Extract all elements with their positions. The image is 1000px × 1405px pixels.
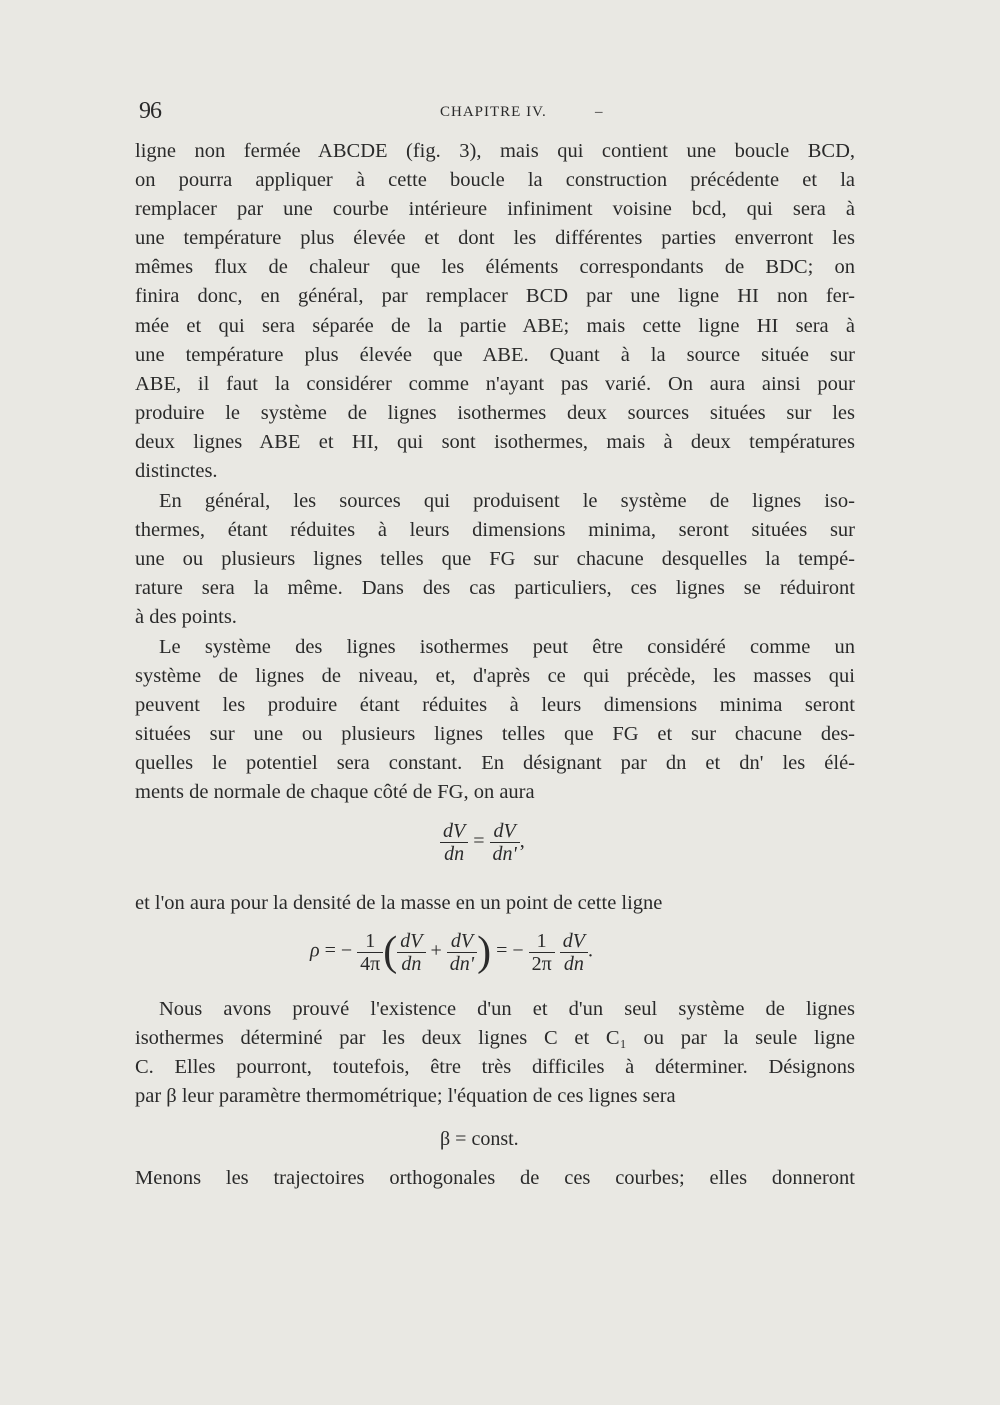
text-line: ABE, il faut la considérer comme n'ayant pas varié. On aura ainsi pour [135,372,855,395]
text-line: une température plus élevée que ABE. Quant à la source située sur [135,343,855,366]
equals-sign: = [324,939,336,962]
text-line: produire le système de lignes isothermes deux sources situées sur les [135,401,855,424]
text-line: rature sera la même. Dans des cas particuliers, ces lignes se réduiront [135,577,855,600]
fraction [529,930,555,975]
left-paren: ( [383,929,398,975]
punctuation: , [519,830,525,853]
text-line: Nous avons prouvé l'existence d'un et d'un seul système de lignes [159,998,855,1020]
page-header [135,98,855,128]
text-line: mêmes flux de chaleur que les éléments correspondants de BDC; on [135,256,855,279]
text-line: une température plus élevée et dont les différentes parties enverront les [135,227,855,250]
text-line: thermes, étant réduites à leurs dimensions minima, seront situées sur [135,519,855,542]
text-line: peuvent les produire étant réduites à leurs dimensions minima seront [135,694,855,717]
denominator: dn [444,843,465,865]
fraction [447,930,477,975]
text-line: finira donc, en général, par remplacer BCD par une ligne HI non fer- [135,285,855,308]
text-line: situées sur une ou plusieurs lignes telles que FG et sur chacune des- [135,723,855,746]
text-line: à des points. [135,606,237,629]
punctuation: . [587,939,593,962]
fraction [560,930,588,975]
numerator: dV [397,930,425,953]
text-line: isothermes déterminé par les deux lignes C et C₁ ou par la seule ligne [135,1027,855,1050]
page-number: 96 [139,98,161,124]
minus-sign: − [340,939,353,962]
equals-sign: = [473,830,485,853]
numerator: dV [440,820,468,843]
denominator: 4π [360,952,381,975]
text-line: par β leur paramètre thermométrique; l'équation de ces lignes sera [135,1085,676,1108]
equation-2 [310,928,593,976]
paragraph-2 [135,487,855,632]
fraction [440,820,468,865]
paragraph-1 [135,137,855,486]
text-line: deux lignes ABE et HI, qui sont isothermes, mais à deux températures [135,430,855,453]
numerator: dV [490,820,520,843]
fraction [357,930,383,975]
fraction [490,820,520,865]
minus-sign: − [512,939,524,962]
text-line: Le système des lignes isothermes peut être considéré comme un [159,636,855,658]
text-line: ligne non fermée ABCDE (fig. 3), mais qui contient une boucle BCD, [135,140,855,162]
denominator: dn [401,952,422,975]
denominator: dn' [492,843,517,865]
text-line: quelles le potentiel sera constant. En désignant par dn et dn' les élé- [135,752,855,775]
paragraph-4 [135,889,855,918]
text-line: mée et qui sera séparée de la partie ABE; mais cette ligne HI sera à [135,314,855,337]
text-line: remplacer par une courbe intérieure infiniment voisine bcd, qui sera à [135,198,855,221]
equation-1 [440,820,525,865]
header-dash: – [595,104,603,120]
plus-sign: + [430,939,442,962]
denominator: dn' [449,952,475,975]
running-title: CHAPITRE IV. [440,104,547,120]
numerator: 1 [529,930,555,953]
rho-symbol: ρ [310,939,320,962]
numerator: dV [560,930,588,953]
text-line: on pourra appliquer à cette boucle la construction précédente et la [135,169,855,192]
fraction [397,930,425,975]
equals-sign: = [496,939,508,962]
text-line: Menons les trajectoires orthogonales de ces courbes; elles donneront [135,1167,855,1189]
text-line: et l'on aura pour la densité de la masse en un point de cette ligne [135,892,663,914]
text-line: système de lignes de niveau, et, d'après ce qui précède, les masses qui [135,665,855,688]
right-paren: ) [477,929,492,975]
text-line: distinctes. [135,460,218,483]
text-line: une ou plusieurs lignes telles que FG sur chacune desquelles la tempé- [135,548,855,571]
text-line: C. Elles pourront, toutefois, être très difficiles à déterminer. Désignons [135,1056,855,1079]
paragraph-6 [135,1164,855,1193]
numerator: dV [447,930,477,953]
equation-3: β = const. [440,1128,519,1150]
text-line: En général, les sources qui produisent le système de lignes iso- [159,490,855,512]
paragraph-5 [135,995,855,1111]
denominator: 2π [531,952,552,975]
denominator: dn [563,952,584,975]
paragraph-3 [135,633,855,808]
text-line: ments de normale de chaque côté de FG, on aura [135,781,535,804]
numerator: 1 [357,930,383,953]
